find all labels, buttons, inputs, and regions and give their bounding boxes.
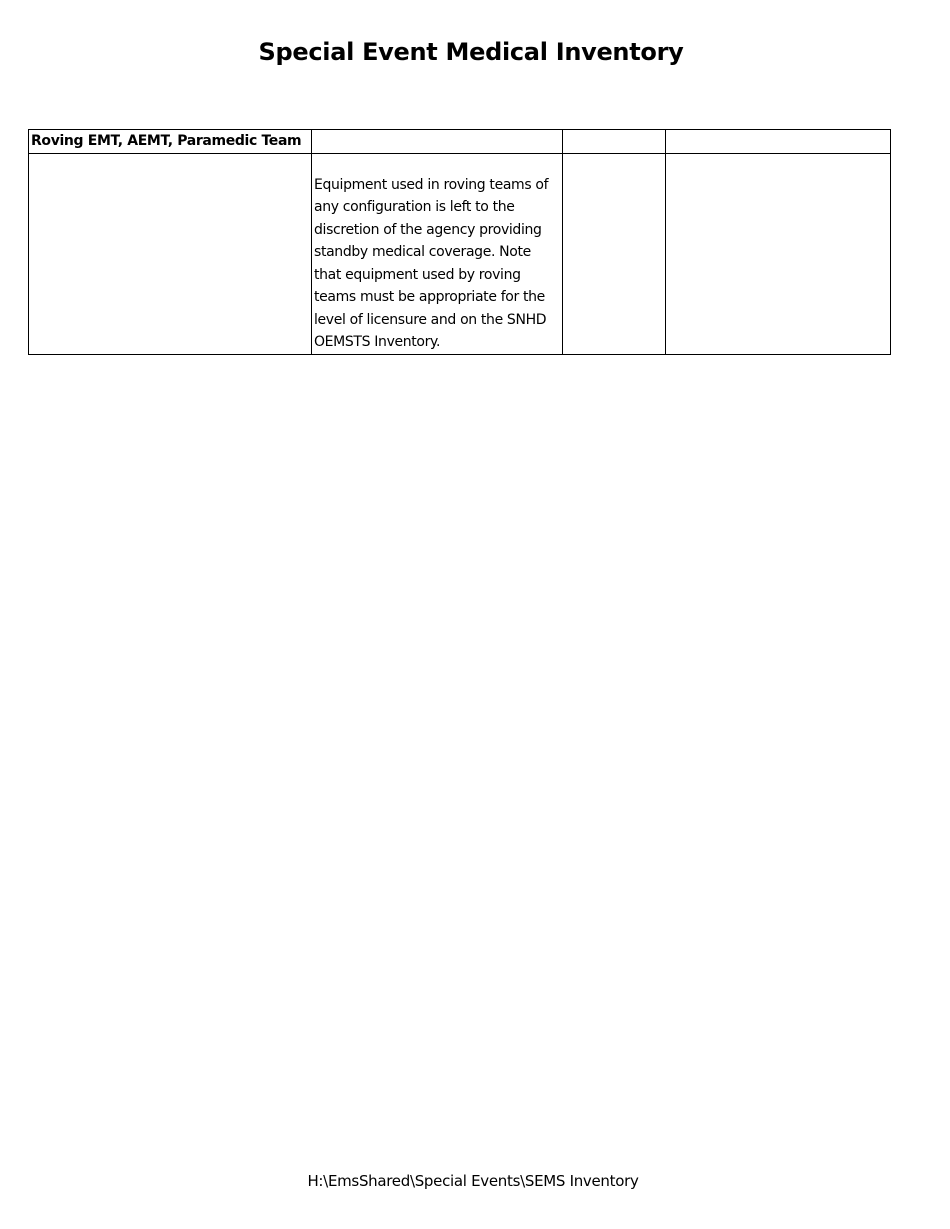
table-row [29,153,891,354]
body-cell-1 [29,153,312,354]
header-cell-4 [666,130,891,154]
body-cell-3 [563,153,666,354]
header-cell-team [29,130,312,154]
body-cell-note [312,153,563,354]
header-cell-3 [563,130,666,154]
table-header-row [29,130,891,154]
page-title: Special Event Medical Inventory [258,38,684,66]
team-type-label: Roving EMT, AEMT, Paramedic Team [31,133,302,149]
header-cell-2 [312,130,563,154]
inventory-table [28,129,891,355]
footer-file-path: H:\EmsShared\Special Events\SEMS Inventory [307,1172,639,1190]
equipment-note: Equipment used in roving teams of any configuration is left to the discretion of the agency providing standby medical coverage. Note that equipment used by roving teams must be appropriate for the level of licensure and on the SNHD OEMSTS Inventory. [314,176,549,350]
body-cell-4 [666,153,891,354]
